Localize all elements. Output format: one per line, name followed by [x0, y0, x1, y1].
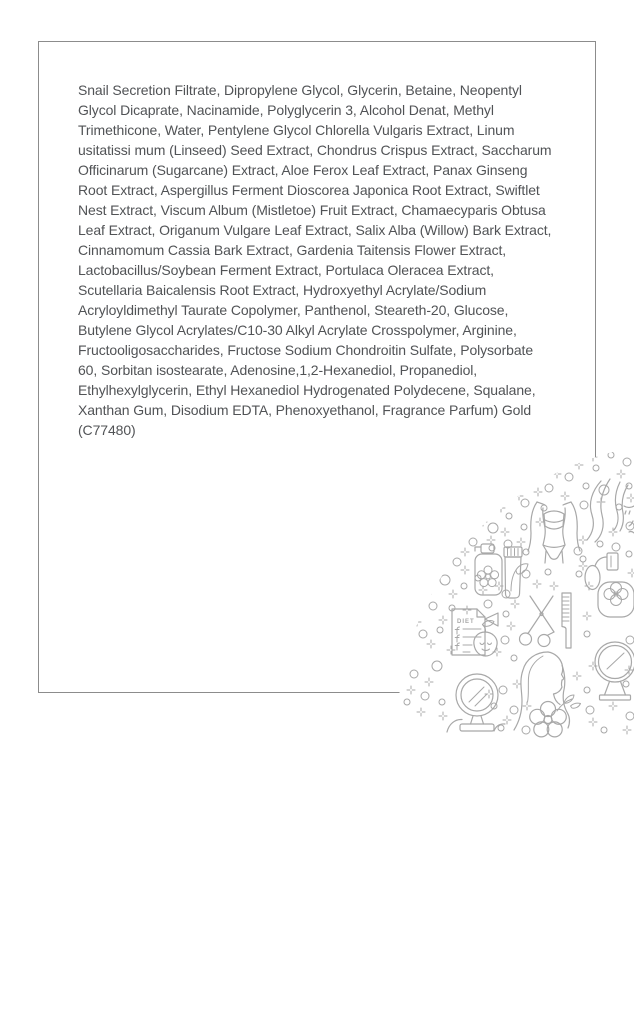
ingredients-line: Snail Secretion Filtrate, Dipropylene Glycol, Glycerin, Betaine, Neopentyl: [78, 82, 522, 98]
ingredients-line: 60, Sorbitan isostearate, Adenosine,1,2-Hexanediol, Propanediol,: [78, 362, 478, 378]
cosmetic-bottle-and-tube-icon: [475, 544, 528, 598]
ingredients-line: Glycol Dicaprate, Nacinamide, Polyglycerin 3, Alcohol Denat, Methyl: [78, 102, 494, 118]
beauty-icons-pattern: [397, 443, 634, 1017]
vanity-mirror-icon: [595, 642, 634, 700]
ingredients-line: Acryloyldimethyl Taurate Copolymer, Panthenol, Steareth-20, Glucose,: [78, 302, 509, 318]
ingredients-line: usitatissi mum (Linseed) Seed Extract, Chondrus Crispus Extract, Saccharum: [78, 142, 552, 158]
ingredients-line: Butylene Glycol Acrylates/C10-30 Alkyl Acrylate Crosspolymer, Arginine,: [78, 322, 517, 338]
woman-hair-and-flower-icon: [514, 652, 581, 737]
ingredients-line: Fructooligosaccharides, Fructose Sodium Chondroitin Sulfate, Polysorbate: [78, 342, 534, 358]
ingredients-line: Ethylhexylglycerin, Ethyl Hexanediol Hydrogenated Polydecene, Squalane,: [78, 382, 536, 398]
ingredients-line: Root Extract, Aspergillus Ferment Dioscorea Japonica Root Extract, Swiftlet: [78, 182, 540, 198]
diet-checklist-and-apple-icon: [452, 609, 498, 656]
beauty-icons-illustration: [397, 443, 634, 1017]
ingredients-line: Lactobacillus/Soybean Ferment Extract, Portulaca Oleracea Extract,: [78, 262, 494, 278]
ingredients-line: (C77480): [78, 422, 136, 438]
ingredients-line: Officinarum (Sugarcane) Extract, Aloe Ferox Leaf Extract, Panax Ginseng: [78, 162, 528, 178]
ingredients-line: Cinnamomum Cassia Bark Extract, Gardenia Taitensis Flower Extract,: [78, 242, 507, 258]
ingredients-line: Xanthan Gum, Disodium EDTA, Phenoxyethanol, Fragrance Parfum) Gold: [78, 402, 532, 418]
ingredients-line: Scutellaria Baicalensis Root Extract, Hydroxyethyl Acrylate/Sodium: [78, 282, 487, 298]
ingredients-text: [78, 80, 578, 440]
sparkle-icons: [407, 453, 634, 734]
ingredients-line: Trimethicone, Water, Pentylene Glycol Chlorella Vulgaris Extract, Linum: [78, 122, 515, 138]
ingredients-line: Leaf Extract, Origanum Vulgare Leaf Extract, Salix Alba (Willow) Bark Extract,: [78, 222, 552, 238]
ingredients-line: Nest Extract, Viscum Album (Mistletoe) Fruit Extract, Chamaecyparis Obtusa: [78, 202, 546, 218]
compact-mirror-icon: [447, 674, 505, 732]
scissors-and-comb-icon: [520, 593, 572, 648]
diet-label: DIET: [457, 619, 475, 625]
woman-body-bikini-icon: [528, 502, 580, 563]
perfume-atomizer-icon: [585, 553, 634, 617]
